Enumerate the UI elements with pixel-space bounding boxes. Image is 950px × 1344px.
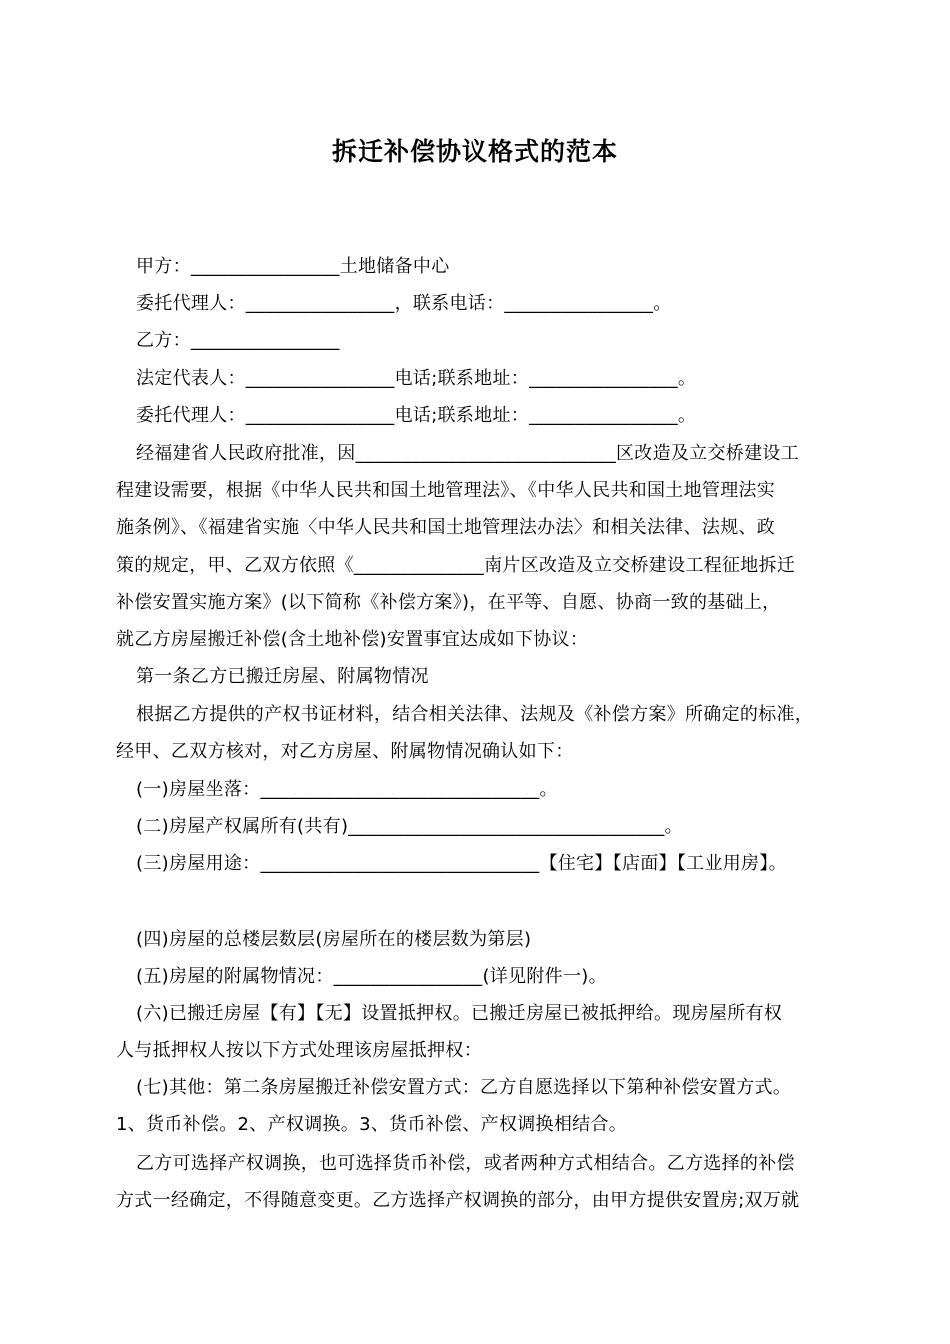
item-6-mortgage-line-1: (六)已搬迁房屋【有】【无】设置抵押权。已搬迁房屋已被抵押给。现房屋所有权: [136, 1003, 783, 1024]
item-4-floors: (四)房屋的总楼层数层(房屋所在的楼层数为第层): [136, 929, 532, 950]
document-title: 拆迁补偿协议格式的范本: [331, 137, 618, 166]
item-5-attachments: (五)房屋的附属物情况：________________(详见附件一)。: [136, 966, 607, 987]
preamble-line-1: 经福建省人民政府批准，因____________________________区改造及立交桥建设工: [136, 443, 799, 464]
item-2-ownership: (二)房屋产权属所有(共有)__________________________________。: [136, 816, 683, 837]
preamble-line-3: 施条例》、《福建省实施〈中华人民共和国土地管理法办法〉和相关法律、法规、政: [116, 517, 776, 538]
article-1-line-2: 经甲、乙双方核对，对乙方房屋、附属物情况确认如下：: [116, 741, 574, 762]
preamble-line-2: 程建设需要，根据《中华人民共和国土地管理法》、《中华人民共和国土地管理法实: [116, 480, 776, 501]
compensation-text-line-1: 乙方可选择产权调换，也可选择货币补偿，或者两种方式相结合。乙方选择的补偿: [136, 1153, 795, 1174]
item-3-usage: (三)房屋用途：______________________________【住宅】【店面】【工业用房】。: [136, 853, 787, 874]
legal-representative-line: 法定代表人：________________电话;联系地址：________________。: [136, 368, 697, 389]
item-6-mortgage-line-2: 人与抵押权人按以下方式处理该房屋抵押权：: [116, 1040, 482, 1061]
compensation-text-line-2: 方式一经确定，不得随意变更。乙方选择产权调换的部分，由甲方提供安置房;双万就: [116, 1190, 800, 1211]
article-1-line-1: 根据乙方提供的产权书证材料，结合相关法律、法规及《补偿方案》所确定的标准，: [136, 704, 814, 725]
preamble-line-5: 补偿安置实施方案》(以下简称《补偿方案》)，在平等、自愿、协商一致的基础上，: [116, 592, 781, 613]
party-a-agent-line: 委托代理人：________________，联系电话：________________。: [136, 293, 672, 314]
preamble-line-4: 策的规定，甲、乙双方依照《______________南片区改造及立交桥建设工程征地拆迁: [116, 555, 796, 576]
article-1-heading: 第一条乙方已搬迁房屋、附属物情况: [136, 666, 429, 687]
party-b-agent-line: 委托代理人：________________电话;联系地址：________________。: [136, 405, 697, 426]
compensation-options: 1、货币补偿。2、产权调换。3、货币补偿、产权调换相结合。: [116, 1114, 628, 1135]
party-a-line: 甲方：________________土地储备中心: [136, 256, 450, 277]
preamble-line-6: 就乙方房屋搬迁补偿(含土地补偿)安置事宜达成如下协议：: [116, 629, 589, 650]
party-b-line: 乙方：________________: [136, 330, 340, 351]
item-7-other: (七)其他：第二条房屋搬迁补偿安置方式：乙方自愿选择以下第种补偿安置方式。: [136, 1077, 792, 1098]
item-1-location: (一)房屋坐落：______________________________。: [136, 779, 558, 800]
